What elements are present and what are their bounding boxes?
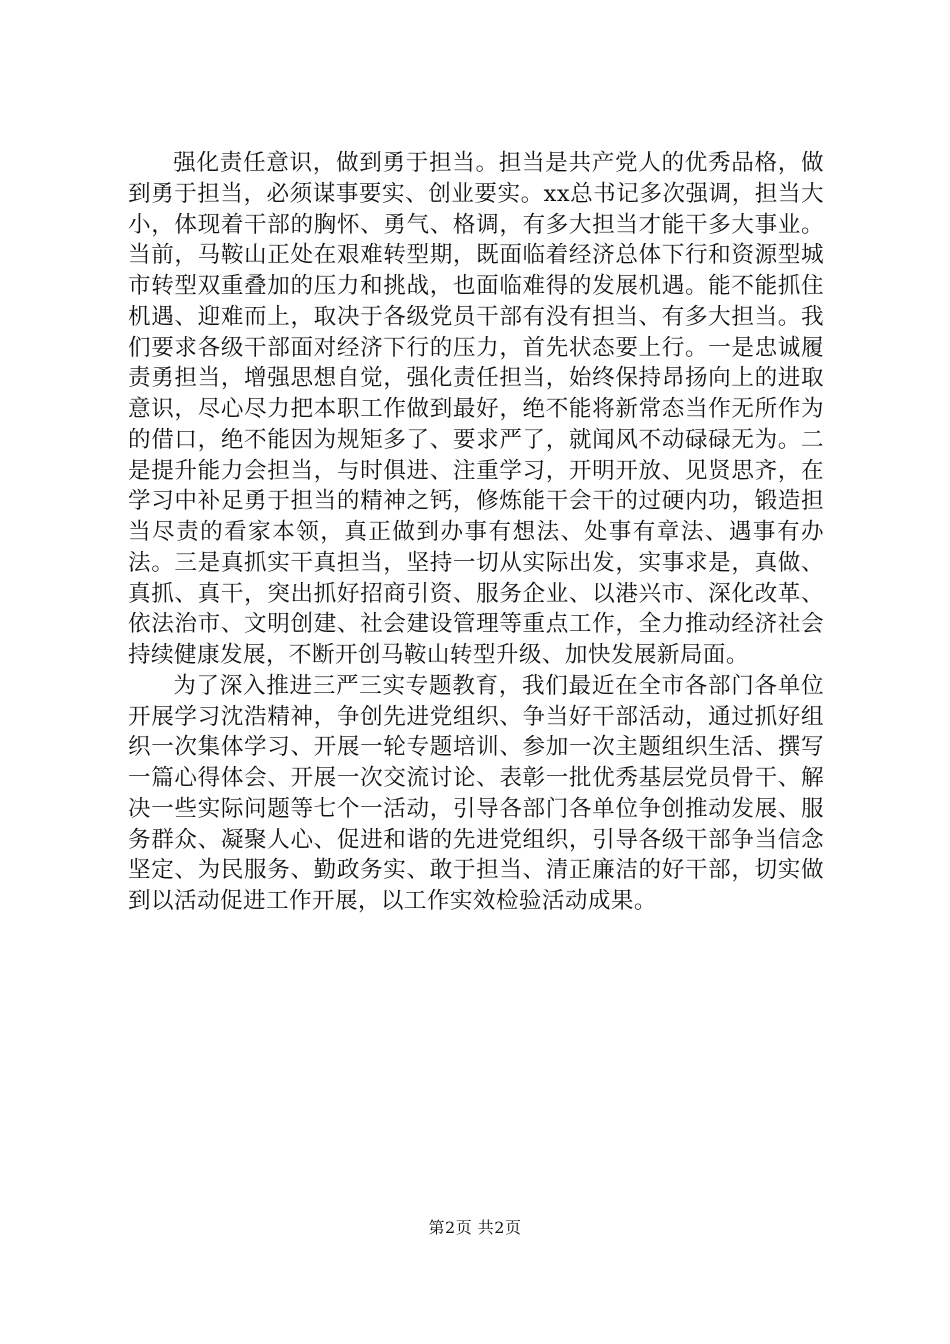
- paragraph-responsibility: 强化责任意识，做到勇于担当。担当是共产党人的优秀品格，做到勇于担当，必须谋事要实、创业要实。xx总书记多次强调，担当大小，体现着干部的胸怀、勇气、格调，有多大担当才能干多大事业。当前，马鞍山正处在艰难转型期，既面临着经济总体下行和资源型城市转型双重叠加的压力和挑战，也面临难得的发展机遇。能不能抓住机遇、迎难而上，取决于各级党员干部有没有担当、有多大担当。我们要求各级干部面对经济下行的压力，首先状态要上行。一是忠诚履责勇担当，增强思想自觉，强化责任担当，始终保持昂扬向上的进取意识，尽心尽力把本职工作做到最好，绝不能将新常态当作无所作为的借口，绝不能因为规矩多了、要求严了，就闻风不动碌碌无为。二是提升能力会担当，与时俱进、注重学习，开明开放、见贤思齐，在学习中补足勇于担当的精神之钙，修炼能干会干的过硬内功，锻造担当尽责的看家本领，真正做到办事有想法、处事有章法、遇事有办法。三是真抓实干真担当，坚持一切从实际出发，实事求是，真做、真抓、真干，突出抓好招商引资、服务企业、以港兴市、深化改革、依法治市、文明创建、社会建设管理等重点工作，全力推动经济社会持续健康发展，不断开创马鞍山转型升级、加快发展新局面。: [128, 150, 824, 668]
- paragraph-education-campaign: 为了深入推进三严三实专题教育，我们最近在全市各部门各单位开展学习沈浩精神，争创先进党组织、争当好干部活动，通过抓好组织一次集体学习、开展一轮专题培训、参加一次主题组织生活、撰写一篇心得体会、开展一次交流讨论、表彰一批优秀基层党员骨干、解决一些实际问题等七个一活动，引导各部门各单位争创推动发展、服务群众、凝聚人心、促进和谐的先进党组织，引导各级干部争当信念坚定、为民服务、勤政务实、敢于担当、清正廉洁的好干部，切实做到以活动促进工作开展，以工作实效检验活动成果。: [128, 672, 824, 914]
- page-number-footer: 第2页 共2页: [428, 1218, 522, 1237]
- document-body: [128, 148, 824, 917]
